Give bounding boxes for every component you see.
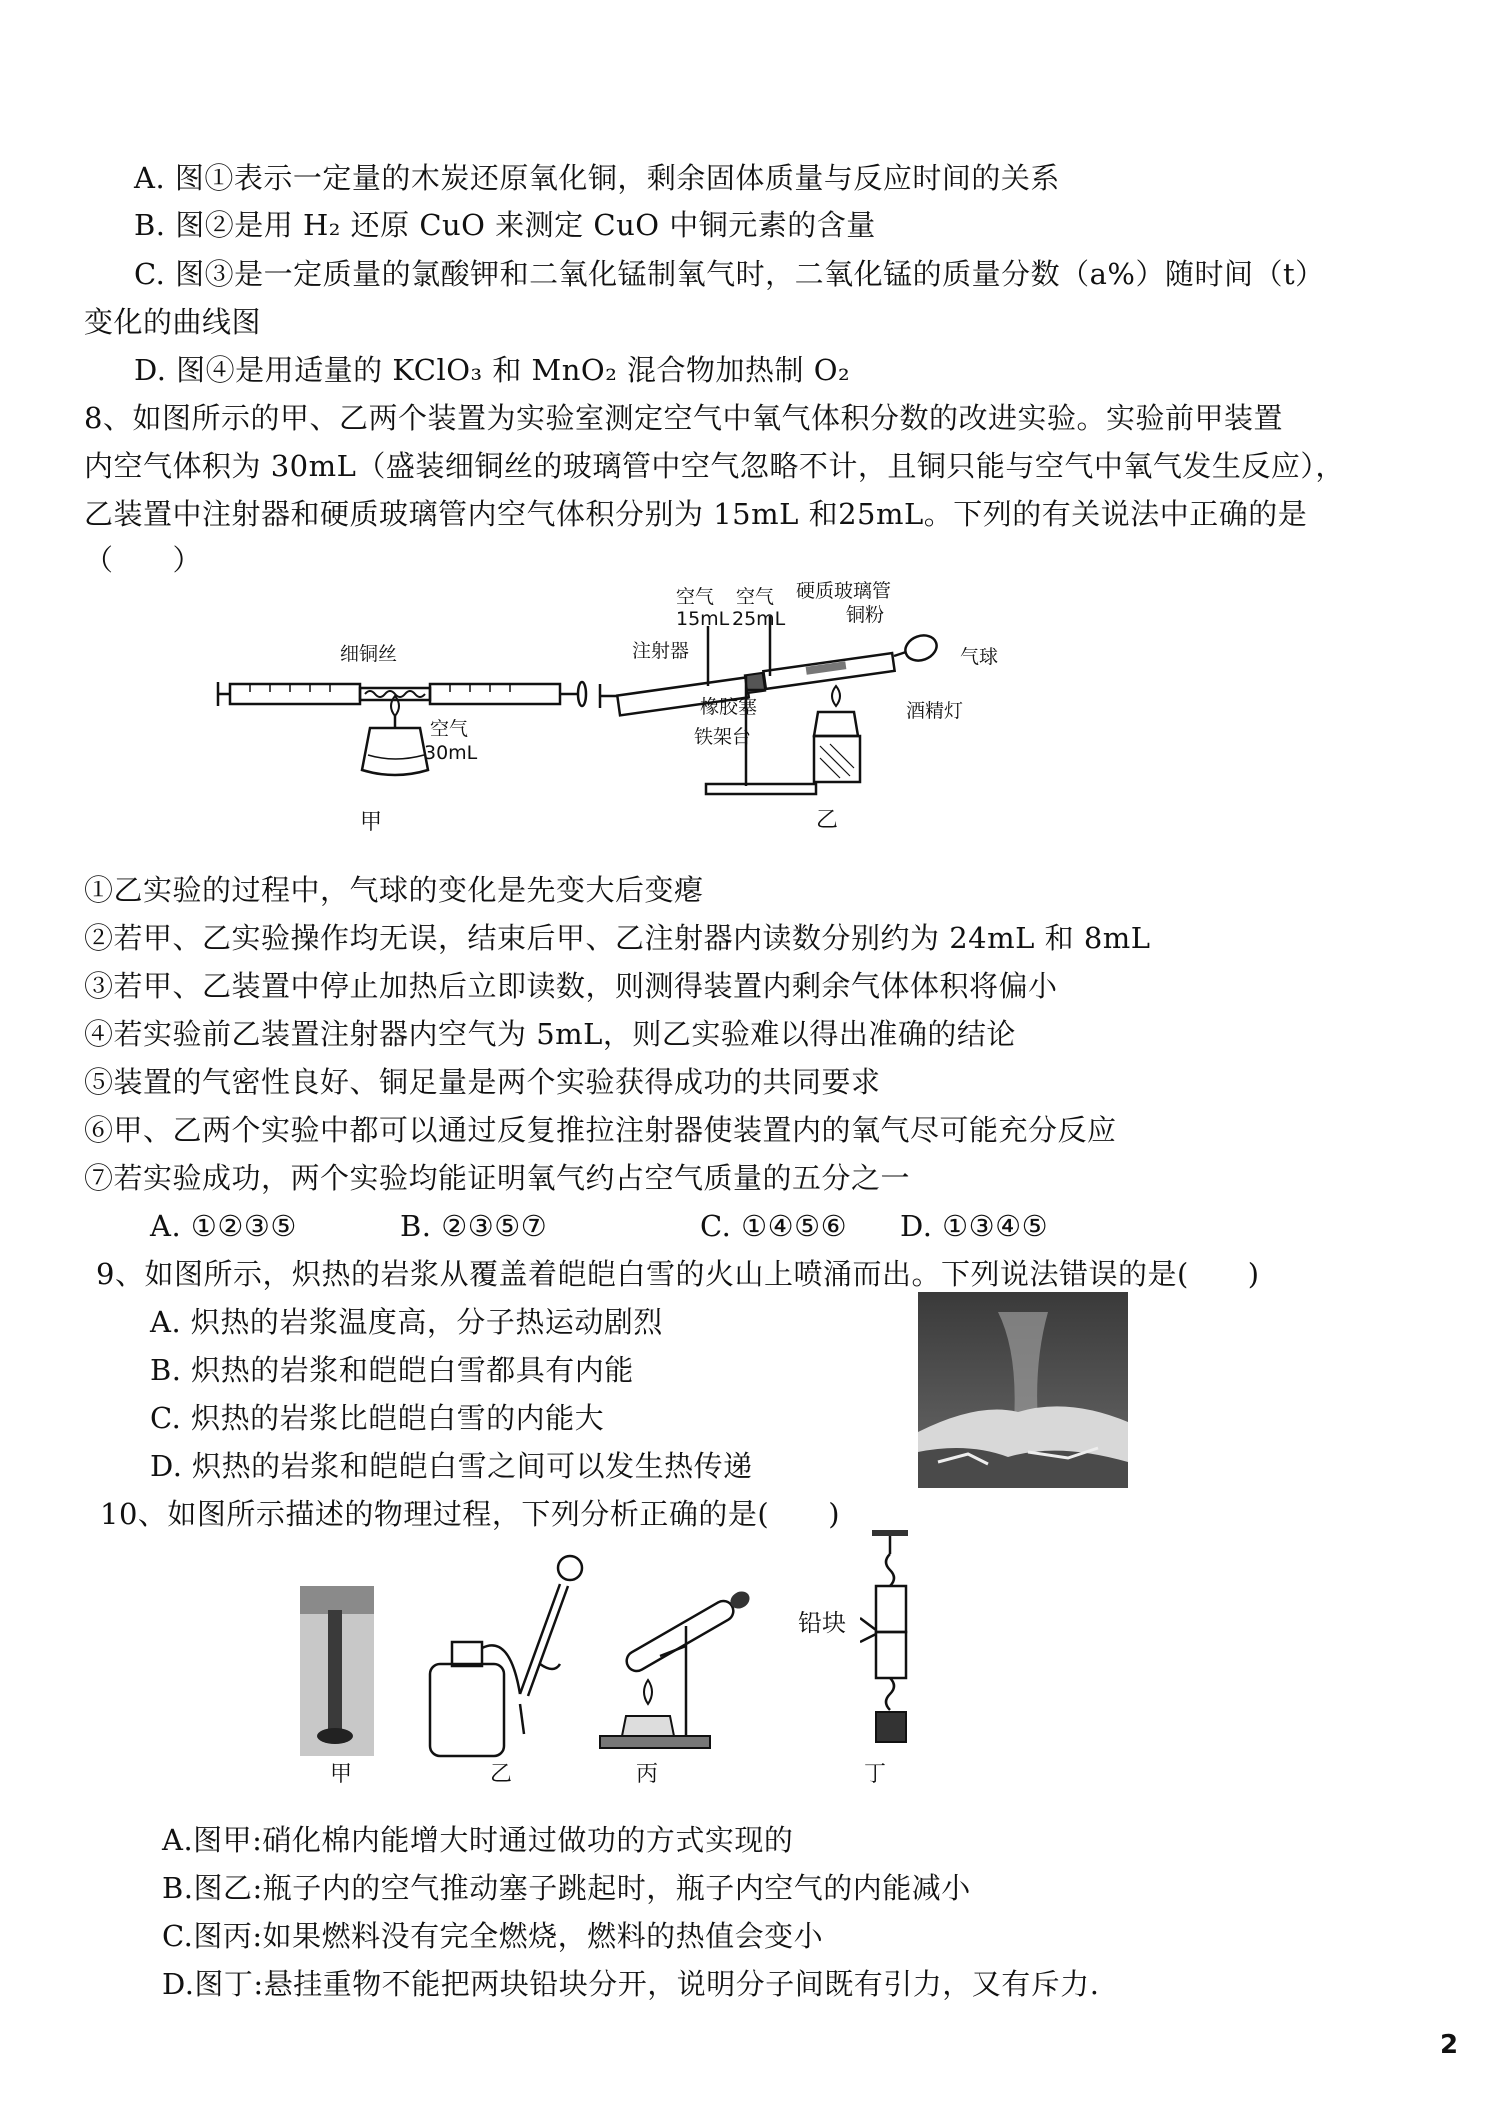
q10-caption-jia: 甲	[330, 1762, 353, 1787]
q8-choice-d: D. ①③④⑤	[900, 1209, 1049, 1243]
q8-statement-5: ⑤装置的气密性良好、铜足量是两个实验获得成功的共同要求	[84, 1065, 881, 1099]
q8-yi-syringe-label: 注射器	[632, 640, 690, 662]
q8-yi-air1-volume-label: 15mL	[676, 608, 730, 630]
q8-stem-line-1: 8、如图所示的甲、乙两个装置为实验室测定空气中氧气体积分数的改进实验。实验前甲装置	[84, 401, 1283, 435]
q8-choice-c: C. ①④⑤⑥	[700, 1209, 848, 1243]
q9-option-a: A. 炽热的岩浆温度高，分子热运动剧烈	[150, 1305, 663, 1339]
q8-statement-3: ③若甲、乙装置中停止加热后立即读数，则测得装置内剩余气体体积将偏小	[84, 969, 1058, 1003]
q8-yi-rubber-stopper-label: 橡胶塞	[700, 696, 758, 718]
q8-jia-air-label: 空气	[430, 718, 469, 740]
page-number: 2	[1440, 2030, 1459, 2060]
q8-statement-7: ⑦若实验成功，两个实验均能证明氧气约占空气质量的五分之一	[84, 1161, 911, 1195]
q10-option-c: C.图丙:如果燃料没有完全燃烧，燃料的热值会变小	[162, 1919, 824, 1953]
q7-option-b: B. 图②是用 H₂ 还原 CuO 来测定 CuO 中铜元素的含量	[134, 208, 876, 242]
q10-figure-jia	[300, 1586, 374, 1756]
q8-jia-caption: 甲	[360, 810, 383, 835]
q8-choice-a: A. ①②③⑤	[150, 1209, 297, 1243]
q8-yi-iron-stand-label: 铁架台	[694, 726, 752, 748]
q10-option-d: D.图丁:悬挂重物不能把两块铅块分开，说明分子间既有引力，又有斥力.	[162, 1967, 1100, 2001]
q7-option-c-cont: 变化的曲线图	[84, 305, 262, 339]
q7-option-c: C. 图③是一定质量的氯酸钾和二氧化锰制氧气时，二氧化锰的质量分数（a%）随时间（t）	[134, 257, 1325, 291]
q8-yi-balloon-label: 气球	[960, 646, 999, 668]
q8-yi-air2-volume-label: 25mL	[732, 608, 786, 630]
q9-volcano-photo	[918, 1292, 1128, 1488]
q10-caption-yi: 乙	[490, 1762, 513, 1787]
q9-option-c: C. 炽热的岩浆比皑皑白雪的内能大	[150, 1401, 605, 1435]
q7-option-d: D. 图④是用适量的 KClO₃ 和 MnO₂ 混合物加热制 O₂	[134, 353, 851, 387]
q9-option-d: D. 炽热的岩浆和皑皑白雪之间可以发生热传递	[150, 1449, 753, 1483]
q8-statement-4: ④若实验前乙装置注射器内空气为 5mL，则乙实验难以得出准确的结论	[84, 1017, 1016, 1051]
q8-yi-hard-glass-tube-label: 硬质玻璃管	[796, 580, 892, 602]
q8-statement-2: ②若甲、乙实验操作均无误，结束后甲、乙注射器内读数分别约为 24mL 和 8mL	[84, 921, 1151, 955]
q10-option-a: A.图甲:硝化棉内能增大时通过做功的方式实现的	[162, 1823, 794, 1857]
q10-figure-yi	[420, 1544, 610, 1764]
q8-yi-air1-label: 空气	[676, 586, 715, 608]
q8-figure-jia	[210, 620, 590, 840]
q8-jia-copper-wire-label: 细铜丝	[340, 643, 398, 665]
q9-stem: 9、如图所示，炽热的岩浆从覆盖着皑皑白雪的火山上喷涌而出。下列说法错误的是( )	[96, 1257, 1260, 1291]
q10-figure-ding	[860, 1530, 950, 1760]
q8-stem-line-2: 内空气体积为 30mL（盛装细铜丝的玻璃管中空气忽略不计，且铜只能与空气中氧气发生反应），	[84, 449, 1345, 483]
q10-lead-block-label: 铅块	[798, 1609, 846, 1637]
q8-yi-copper-powder-label: 铜粉	[846, 604, 885, 626]
q9-option-b: B. 炽热的岩浆和皑皑白雪都具有内能	[150, 1353, 634, 1387]
q8-answer-blank: （ ）	[84, 543, 203, 577]
q7-option-a: A. 图①表示一定量的木炭还原氧化铜，剩余固体质量与反应时间的关系	[134, 161, 1060, 195]
q8-jia-air-volume-label: 30mL	[424, 742, 478, 764]
q10-option-b: B.图乙:瓶子内的空气推动塞子跳起时，瓶子内空气的内能减小	[162, 1871, 971, 1905]
q8-choice-b: B. ②③⑤⑦	[400, 1209, 548, 1243]
q8-yi-alcohol-lamp-label: 酒精灯	[906, 700, 964, 722]
q8-yi-air2-label: 空气	[736, 586, 775, 608]
q10-caption-ding: 丁	[864, 1762, 887, 1787]
q8-statement-1: ①乙实验的过程中，气球的变化是先变大后变瘪	[84, 873, 704, 907]
q10-stem: 10、如图所示描述的物理过程，下列分析正确的是( )	[100, 1497, 841, 1531]
q8-stem-line-3: 乙装置中注射器和硬质玻璃管内空气体积分别为 15mL 和25mL。下列的有关说法中正确的是	[84, 497, 1308, 531]
q8-yi-caption: 乙	[816, 808, 839, 833]
q10-caption-bing: 丙	[636, 1762, 659, 1787]
q10-figure-bing	[590, 1586, 760, 1756]
q8-statement-6: ⑥甲、乙两个实验中都可以通过反复推拉注射器使装置内的氧气尽可能充分反应	[84, 1113, 1117, 1147]
